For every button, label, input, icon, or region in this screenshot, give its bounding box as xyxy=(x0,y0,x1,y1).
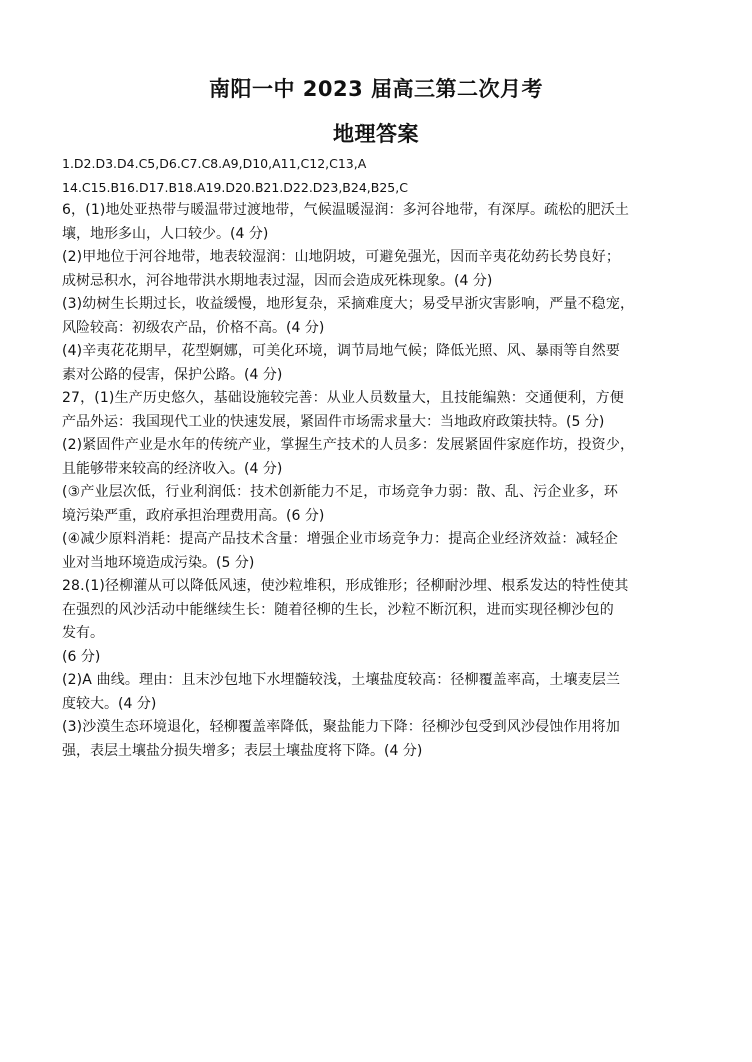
answer-line: (2)A 曲线。理由：且末沙包地下水埋髓较浅，土壤盐度较高：径柳覆盖率高，土壤麦层兰 xyxy=(62,672,621,688)
answer-line: 壤，地形多山，人口较少。(4 分) xyxy=(62,225,269,242)
answer-line: (3)幼树生长期过长，收益缓慢，地形复杂，采摘难度大；易受早浙灾害影响，严量不稳宠， xyxy=(62,296,635,312)
answer-line: (2)紧固件产业是水年的传统产业，掌握生产技术的人员多：发展紧固件家庭作坊，投资少， xyxy=(62,437,635,453)
answer-line: (2)甲地位于河谷地带，地表较湿润：山地阴坡，可避免强光，因而辛夷花幼药长势良好； xyxy=(62,249,620,265)
answer-line: 14.C15.B16.D17.B18.A19.D20.B21.D22.D23,B24,B25,C xyxy=(62,179,408,195)
answer-line: 在强烈的风沙活动中能继续生长：随着径柳的生长，沙粒不断沉积，进而实现径柳沙包的 xyxy=(62,601,614,618)
answer-line: (③产业层次低，行业利润低：技术创新能力不足，市场竞争力弱：散、乱、污企业多，环 xyxy=(62,484,619,500)
answer-line: 业对当地环境造成污染。(5 分) xyxy=(62,554,255,571)
answer-line: (④减少原料消耗：提高产品技术含量：增强企业市场竞争力：提高企业经济效益：减轻企 xyxy=(62,531,619,547)
answer-line: (3)沙漠生态环境退化，轻柳覆盖率降低，聚盐能力下降：径柳沙包受到风沙侵蚀作用将加 xyxy=(62,719,620,735)
answer-line: 28.(1)径柳灌从可以降低风速，使沙粒堆积，形成锥形；径柳耐沙埋、根系发达的特性使其 xyxy=(62,578,629,594)
page-title: 南阳一中 2023 届高三第二次月考 xyxy=(208,77,544,101)
answer-line: (4)辛夷花花期早，花型婀娜，可美化环境，调节局地气候；降低光照、风、暴雨等自然要 xyxy=(62,343,620,359)
page-subtitle: 地理答案 xyxy=(333,122,419,146)
answer-line: 6，(1)地处亚热带与暖温带过渡地带，气候温暖湿润：多河谷地带，有深厚。疏松的肥沃土 xyxy=(62,202,630,218)
answer-body xyxy=(62,152,698,763)
answer-line: 强，表层土壤盐分损失增多；表层土壤盐度将下降。(4 分) xyxy=(62,742,423,759)
answer-line: 素对公路的侵害，保护公路。(4 分) xyxy=(62,366,283,383)
answer-line: (6 分) xyxy=(62,648,101,665)
answer-line: 产品外运：我国现代工业的快速发展，紧固件市场需求量大：当地政府政策扶特。(5 分) xyxy=(62,413,605,430)
answer-line: 1.D2.D3.D4.C5,D6.C7.C8.A9,D10,A11,C12,C13,A xyxy=(62,156,367,171)
answer-line: 境污染严重，政府承担治理费用高。(6 分) xyxy=(62,507,325,524)
answer-line: 风险较高：初级农产品，价格不高。(4 分) xyxy=(62,319,325,336)
answer-line: 成树忌积水，河谷地带洪水期地表过湿，因而会造成死株现象。(4 分) xyxy=(62,272,493,289)
answer-line: 发有。 xyxy=(62,625,104,641)
answer-line: 27，(1)生产历史悠久，基础设施较完善：从业人员数量大，且技能编熟：交通便利，方便 xyxy=(62,390,624,406)
answer-line: 度较大。(4 分) xyxy=(62,695,157,712)
answer-line: 且能够带来较高的经济收入。(4 分) xyxy=(62,460,283,477)
